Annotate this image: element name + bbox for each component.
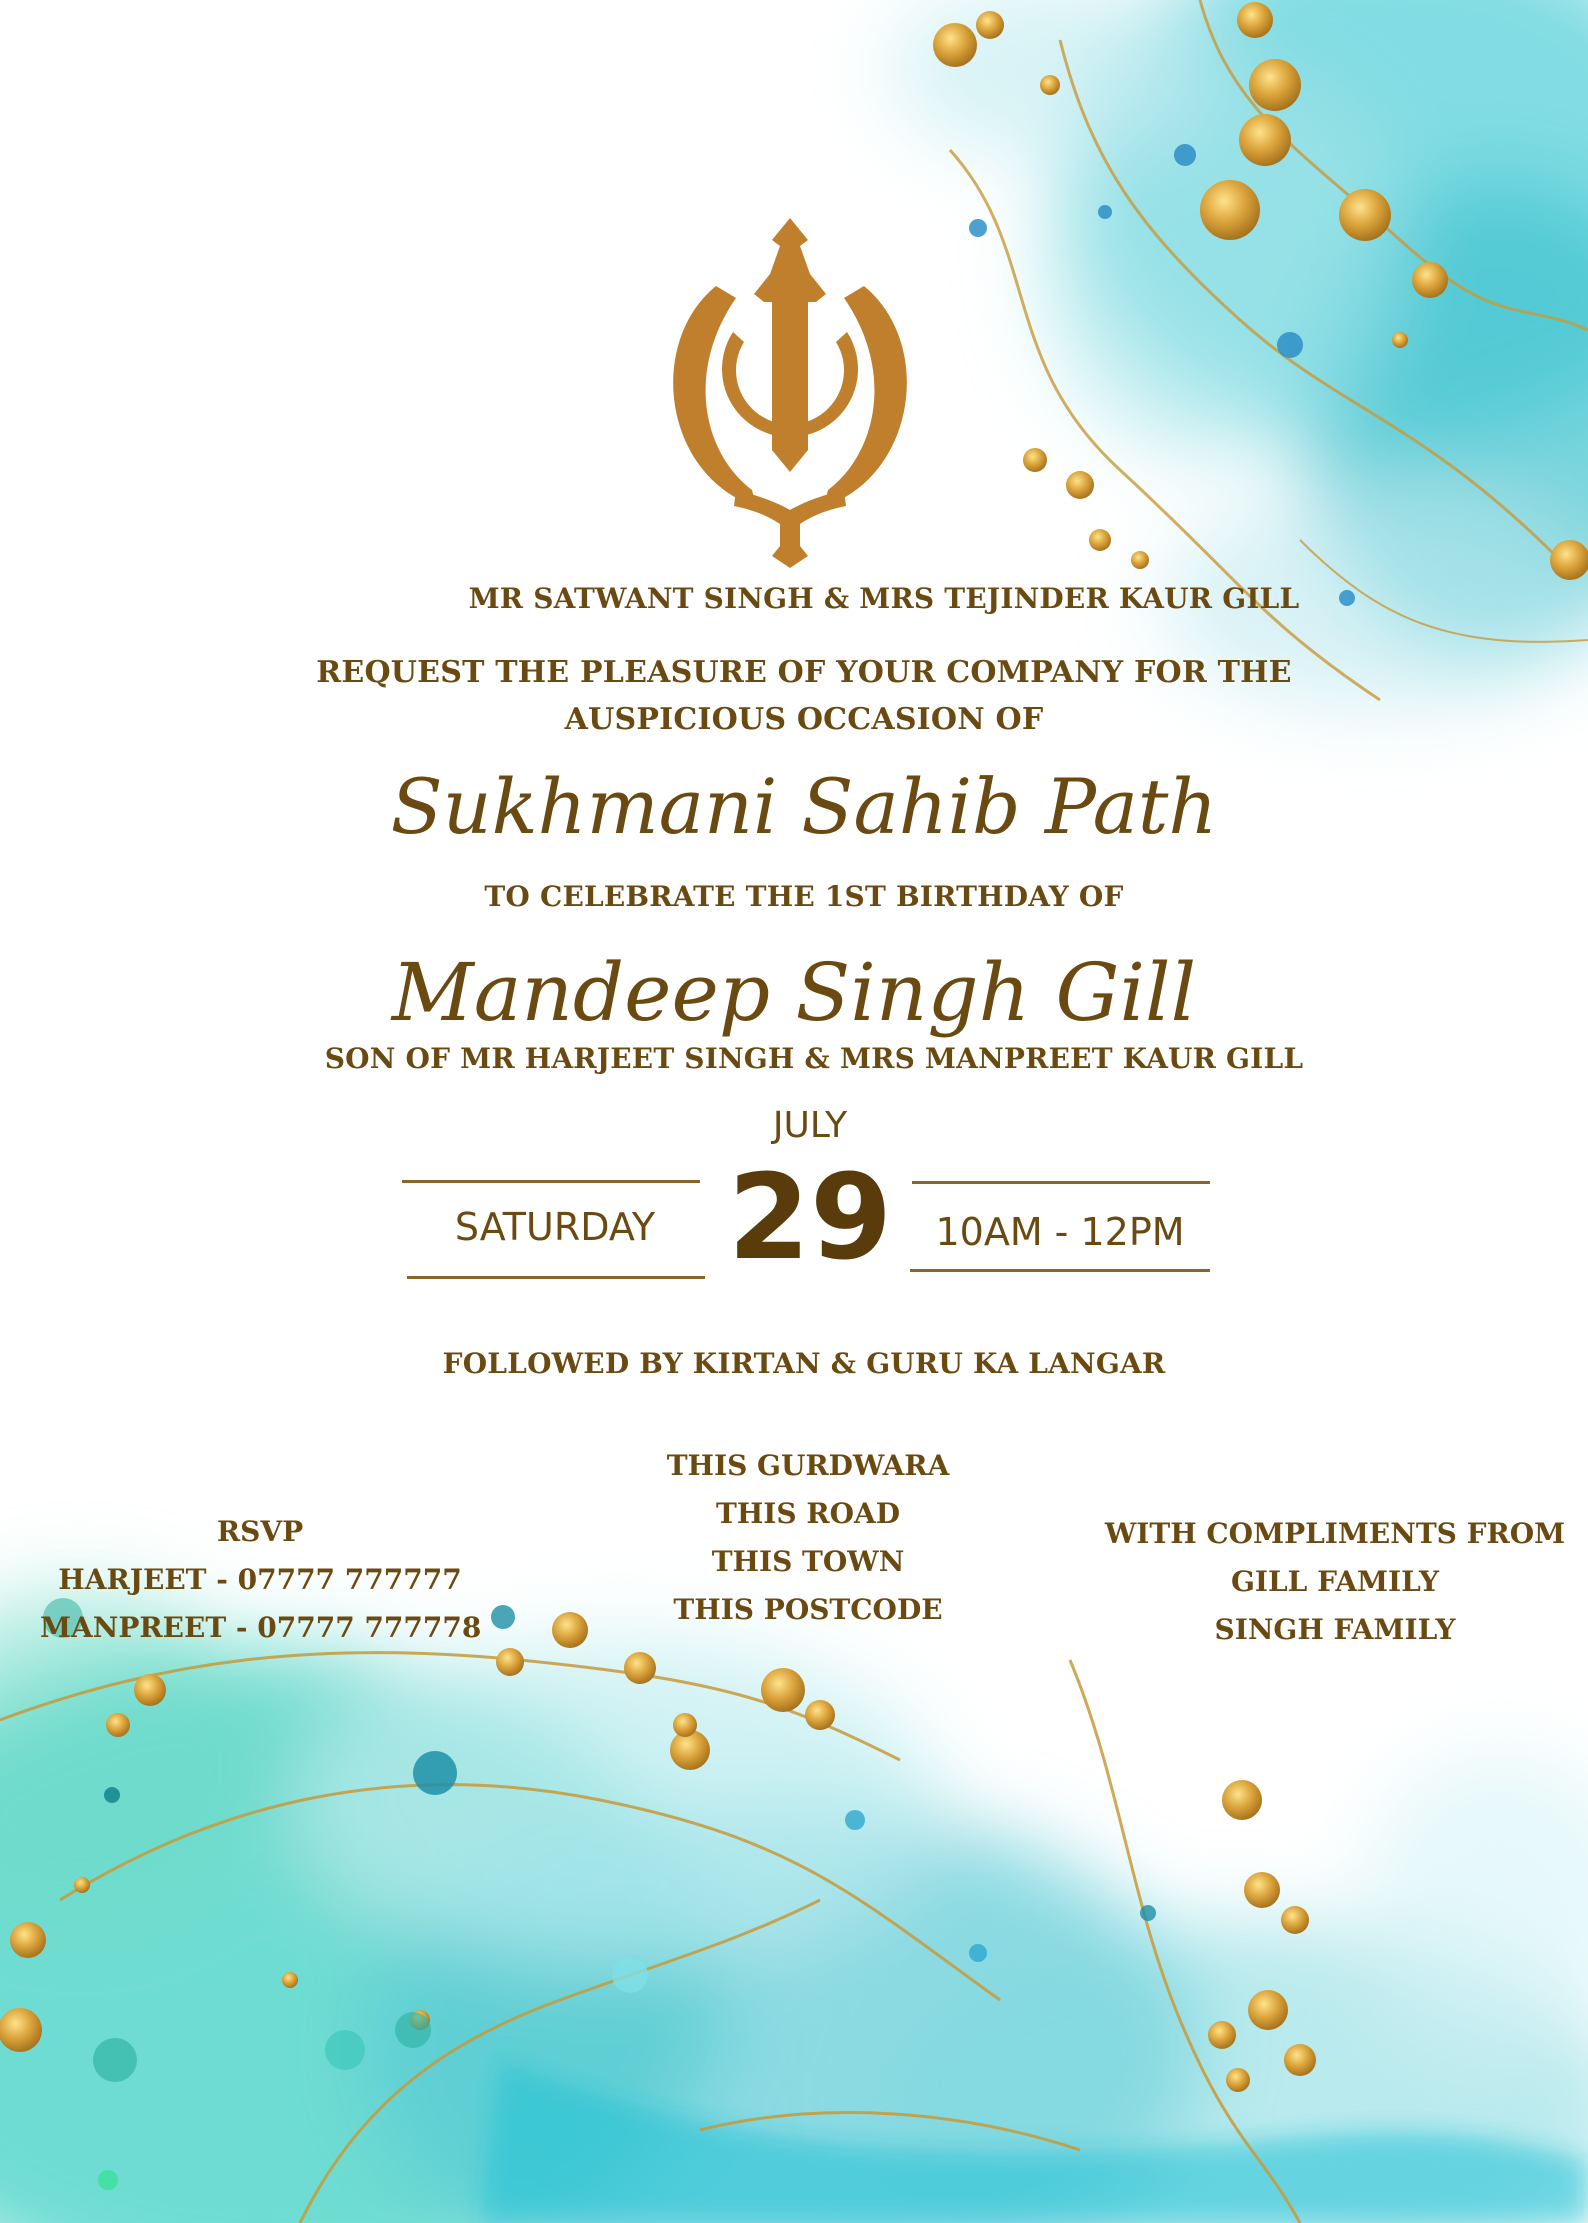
compliments-family-1: GILL FAMILY <box>1230 1565 1440 1598</box>
request-line-1: REQUEST THE PLEASURE OF YOUR COMPANY FOR THE <box>316 655 1292 690</box>
venue-address <box>608 1442 1008 1634</box>
hosts-line: MR SATWANT SINGH & MRS TEJINDER KAUR GILL <box>468 582 1300 615</box>
compliments-family-2: SINGH FAMILY <box>1214 1613 1456 1646</box>
rsvp-title: RSVP <box>216 1515 304 1548</box>
venue-line-4: THIS POSTCODE <box>673 1593 943 1626</box>
compliments-block <box>1085 1510 1585 1654</box>
venue-line-3: THIS TOWN <box>711 1545 905 1578</box>
divider-right-top <box>912 1181 1210 1184</box>
khanda-icon <box>640 210 940 568</box>
followed-by-line: FOLLOWED BY KIRTAN & GURU KA LANGAR <box>442 1347 1166 1380</box>
date-month: JULY <box>772 1105 848 1146</box>
event-title: Sukhmani Sahib Path <box>390 762 1218 851</box>
event-time: 10AM - 12PM <box>935 1210 1185 1254</box>
rsvp-contact-1: HARJEET - 07777 777777 <box>58 1563 462 1596</box>
venue-line-2: THIS ROAD <box>715 1497 901 1530</box>
celebrate-line: TO CELEBRATE THE 1ST BIRTHDAY OF <box>484 880 1124 913</box>
compliments-title: WITH COMPLIMENTS FROM <box>1104 1517 1566 1550</box>
date-day: 29 <box>727 1148 893 1286</box>
rsvp-block <box>40 1508 480 1652</box>
divider-right-bottom <box>910 1269 1210 1272</box>
rsvp-contact-2: MANPREET - 07777 777778 <box>40 1611 482 1644</box>
parents-line: SON OF MR HARJEET SINGH & MRS MANPREET KAUR GILL <box>324 1042 1304 1075</box>
divider-left-bottom <box>407 1276 705 1279</box>
date-weekday: SATURDAY <box>454 1205 656 1249</box>
request-line-2: AUSPICIOUS OCCASION OF <box>564 702 1044 737</box>
venue-line-1: THIS GURDWARA <box>666 1449 950 1482</box>
child-name: Mandeep Singh Gill <box>391 946 1197 1039</box>
divider-left-top <box>402 1180 700 1183</box>
